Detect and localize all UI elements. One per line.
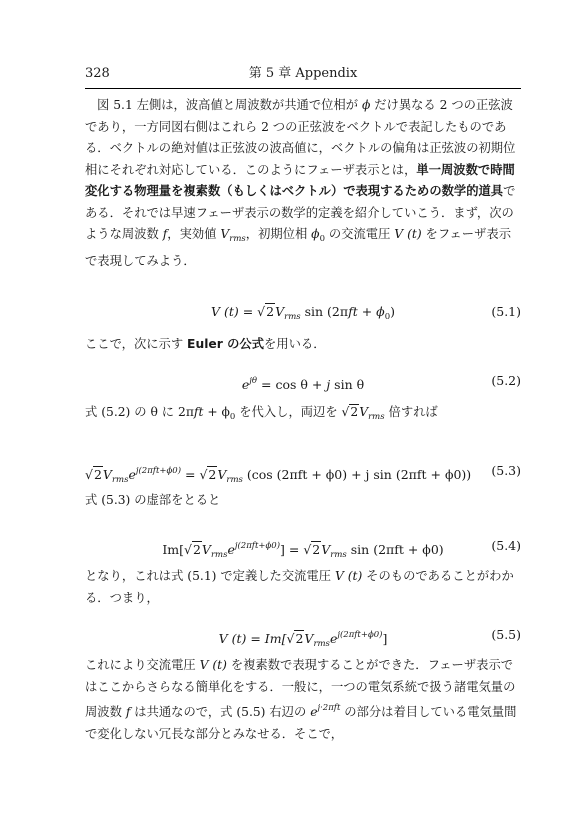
math-text: ): [390, 304, 396, 319]
page-number: 328: [85, 66, 110, 81]
paragraph-substitute: [85, 402, 521, 429]
paragraph-imaginary: [85, 490, 521, 512]
math-symbol: V: [201, 542, 211, 557]
sqrt-radicand: 2: [208, 467, 217, 482]
math-subscript: 0: [319, 234, 325, 244]
text-span: である．それでは早速フェーザ表示の数学的定義を紹介していこう．まず，次のような周波数: [85, 184, 516, 241]
sqrt-symbol: √2: [199, 467, 217, 482]
equation-5-4: [85, 535, 521, 560]
math-symbol: V: [217, 467, 227, 482]
sqrt-symbol: √2: [341, 405, 359, 419]
text-span: + ϕ: [203, 405, 230, 419]
equation-5-5: [85, 624, 521, 649]
math-subscript: 0: [384, 312, 391, 322]
math-symbol: ft: [348, 304, 358, 319]
paragraph-conclusion: [85, 566, 521, 609]
math-text: V (t) = Im[: [218, 631, 287, 646]
math-symbol: V: [321, 542, 331, 557]
math-text: =: [181, 467, 200, 482]
math-subscript: 0: [229, 412, 236, 422]
paragraph-phasor-intro: [85, 95, 521, 272]
text-span: の交流電圧: [324, 227, 395, 241]
equation-number: (5.5): [491, 627, 521, 642]
math-symbol: e: [128, 467, 136, 482]
text-span: そのものであることがわかる．つまり，: [85, 569, 514, 605]
sqrt-symbol: √2: [184, 542, 201, 557]
math-symbol: f: [125, 705, 131, 719]
math-subscript: rms: [313, 639, 330, 649]
equation-5-2: [85, 370, 521, 392]
sqrt-radicand: 2: [266, 304, 275, 319]
formula: [85, 460, 521, 491]
equation-number: (5.4): [491, 538, 521, 553]
math-text: V (t) =: [210, 304, 258, 319]
formula: [85, 535, 521, 566]
text-span: となり，これは式 (5.1) で定義した交流電圧: [85, 569, 335, 583]
math-subscript: rms: [368, 412, 385, 422]
sqrt-radicand: 2: [295, 631, 304, 646]
paragraph-simplification: [85, 655, 521, 745]
math-subscript: rms: [210, 550, 228, 560]
math-symbol: V: [275, 304, 285, 319]
math-text: +: [357, 304, 377, 319]
math-symbol: ft: [193, 405, 204, 419]
math-text: = cos θ +: [257, 377, 327, 392]
math-text: sin (2π: [300, 304, 349, 319]
formula: [85, 624, 521, 655]
text-span: の部分は着目している電気量間で変化しない冗長な部分とみなせる．そこで，: [85, 705, 517, 741]
sqrt-radicand: 2: [312, 542, 321, 557]
math-symbol: V: [102, 467, 112, 482]
math-symbol: V (t): [334, 569, 363, 583]
text-span: ，初期位相: [245, 227, 312, 241]
sqrt-radicand: 2: [350, 405, 359, 419]
math-subscript: rms: [330, 550, 347, 560]
text-span: 式 (5.2) の θ に 2π: [85, 405, 194, 419]
math-symbol: ϕ: [376, 304, 385, 319]
math-symbol: ϕ: [311, 227, 320, 241]
math-text: Im[: [162, 542, 184, 557]
text-span: を代入し，両辺を: [235, 405, 342, 419]
math-superscript: j(2πft+ϕ0): [135, 466, 182, 476]
sqrt-symbol: √2: [85, 467, 102, 482]
chapter-title: 第 5 章 Appendix: [248, 66, 358, 81]
text-span: 図 5.1 左側は，波高値と周波数が共通で位相が: [97, 98, 362, 112]
math-text: (cos (2πft + ϕ0) + j sin (2πft + ϕ0)): [242, 467, 472, 482]
text-span: をフェーザ表示で表現してみよう．: [85, 227, 511, 268]
equation-number: (5.3): [491, 463, 521, 478]
math-superscript: j·2πft: [317, 703, 341, 713]
formula: [85, 301, 521, 328]
equation-5-3: [85, 460, 521, 485]
math-subscript: rms: [229, 234, 246, 244]
paragraph-euler: [85, 334, 521, 356]
bold-emphasis: Euler の公式: [187, 337, 264, 351]
math-symbol: V: [220, 227, 230, 241]
math-subscript: rms: [226, 475, 243, 485]
sqrt-symbol: √2: [303, 542, 321, 557]
equation-5-1: [85, 301, 521, 323]
math-symbol: e: [329, 631, 338, 646]
bold-emphasis: 単一周波数で時間変化する物理量を複素数（もしくはベクトル）で表現するための数学的道具: [85, 162, 515, 198]
header-rule: [85, 88, 521, 89]
math-text: ]: [382, 631, 388, 646]
text-span: これにより交流電圧: [85, 658, 200, 672]
math-symbol: e: [310, 705, 318, 719]
text-span: 倍すれば: [384, 405, 438, 419]
text-span: ，実効値: [167, 227, 221, 241]
math-symbol: e: [241, 377, 250, 392]
math-superscript: j(2πft+ϕ0): [337, 630, 383, 640]
math-subscript: rms: [111, 475, 129, 485]
sqrt-radicand: 2: [93, 467, 102, 482]
sqrt-symbol: √2: [286, 631, 304, 646]
math-symbol: V (t): [199, 658, 227, 672]
formula: [85, 370, 521, 396]
math-superscript: j(2πft+ϕ0): [234, 541, 281, 551]
sqrt-radicand: 2: [192, 542, 201, 557]
sqrt-symbol: √2: [257, 304, 275, 319]
text-span: だけ異なる 2 つの正弦波であり，一方同図右側はこれら 2 つの正弦波をベクトルで表記したものである．ベクトルの絶対値は正弦波の波高値に，ベクトルの偏角は正弦波の初期位相にそれぞれ対応している．このようにフェーザ表示とは，: [85, 98, 516, 177]
math-symbol: V (t): [394, 227, 422, 241]
math-text: sin (2πft + ϕ0): [346, 542, 444, 557]
equation-number: (5.1): [491, 304, 521, 319]
text-span: ここで，次に示す: [85, 337, 188, 351]
math-symbol: V: [304, 631, 314, 646]
math-superscript: jθ: [249, 376, 258, 386]
math-subscript: rms: [284, 312, 301, 322]
text-span: を複素数で表現することができた．フェーザ表示ではここからさらなる簡単化をする．一般に，一つの電気系統で扱う諸電気量の周波数: [85, 658, 516, 719]
math-symbol: j: [326, 377, 331, 392]
math-symbol: f: [162, 227, 168, 241]
math-symbol: e: [227, 542, 235, 557]
math-symbol: V: [359, 405, 369, 419]
text-span: を用いる．: [264, 337, 326, 351]
math-symbol: ϕ: [361, 98, 371, 112]
text-span: は共通なので，式 (5.5) 右辺の: [130, 705, 311, 719]
math-text: ] =: [280, 542, 304, 557]
text-span: 式 (5.3) の虚部をとると: [85, 493, 221, 507]
equation-number: (5.2): [491, 373, 521, 388]
math-text: sin θ: [330, 377, 365, 392]
